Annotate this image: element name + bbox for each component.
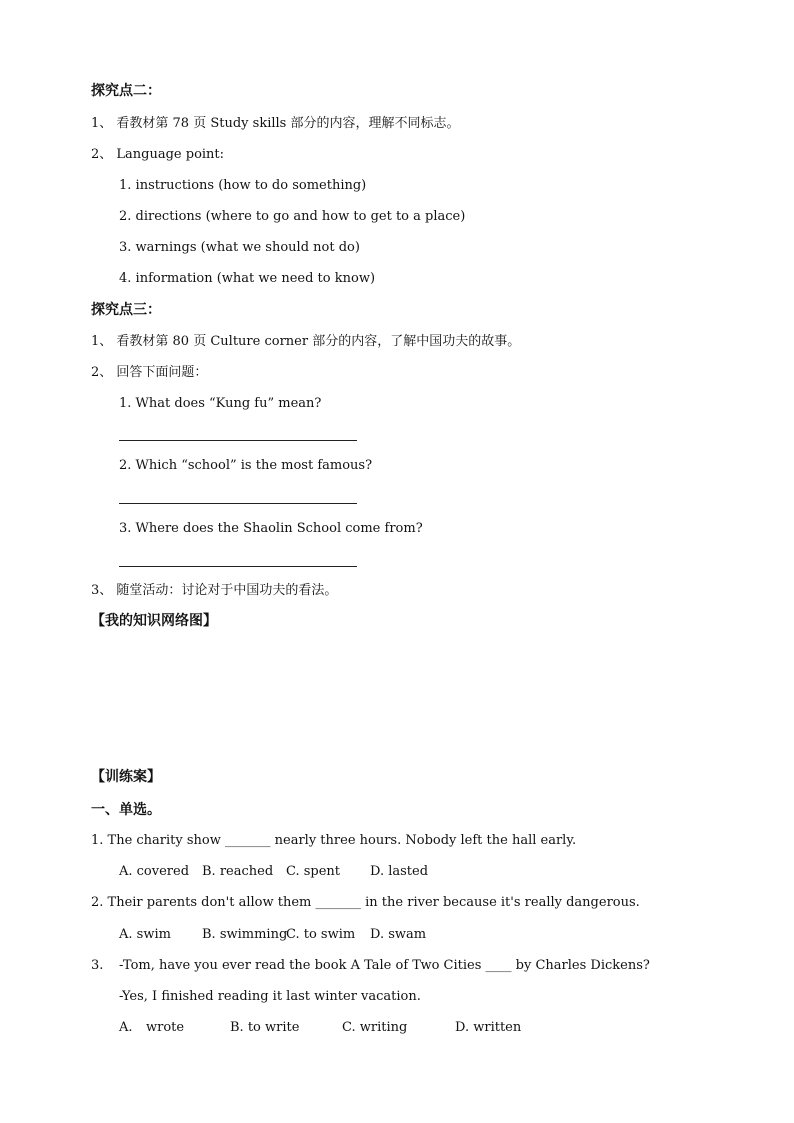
question-3-number: 3. bbox=[91, 958, 104, 973]
q3-option-a-text[interactable]: wrote bbox=[146, 1020, 185, 1035]
question-3-stem: -Tom, have you ever read the book A Tale of Two Cities ____ by Charles Dickens? bbox=[119, 958, 650, 973]
section-title-exploration-3: 探究点三： bbox=[91, 302, 161, 318]
knowledge-network-area[interactable] bbox=[91, 640, 691, 760]
q2-option-b[interactable]: B. swimming bbox=[202, 927, 288, 942]
single-choice-heading: 一、单选。 bbox=[91, 802, 161, 818]
q2-option-a[interactable]: A. swim bbox=[119, 927, 171, 942]
q1-option-a[interactable]: A. covered bbox=[119, 864, 190, 879]
q3-option-c[interactable]: C. writing bbox=[342, 1020, 408, 1035]
question-1-stem: 1. The charity show _______ nearly three hours. Nobody left the hall early. bbox=[91, 833, 577, 848]
question-2: 2. Which “school” is the most famous? bbox=[119, 458, 373, 473]
q3-option-b[interactable]: B. to write bbox=[230, 1020, 300, 1035]
question-2-stem: 2. Their parents don't allow them _______ in the river because it's really dangerous. bbox=[91, 895, 640, 910]
knowledge-network-title: 【我的知识网络图】 bbox=[91, 613, 217, 629]
language-point-2: 2. directions (where to go and how to get to a place) bbox=[119, 209, 466, 224]
q1-option-d[interactable]: D. lasted bbox=[370, 864, 429, 879]
answer-line-1[interactable] bbox=[119, 440, 357, 441]
answer-line-3[interactable] bbox=[119, 566, 357, 567]
section-title-exploration-2: 探究点二： bbox=[91, 83, 161, 99]
instruction-item-1: 1、 看教材第 78 页 Study skills 部分的内容，理解不同标志。 bbox=[91, 116, 460, 131]
question-3-reply: -Yes, I finished reading it last winter vacation. bbox=[119, 989, 421, 1004]
language-point-3: 3. warnings (what we should not do) bbox=[119, 240, 360, 255]
answer-line-2[interactable] bbox=[119, 503, 357, 504]
classroom-activity: 3、 随堂活动：讨论对于中国功夫的看法。 bbox=[91, 583, 338, 598]
q1-option-c[interactable]: C. spent bbox=[286, 864, 341, 879]
question-1: 1. What does “Kung fu” mean? bbox=[119, 396, 322, 411]
instruction-item-3-1: 1、 看教材第 80 页 Culture corner 部分的内容，了解中国功夫的故事。 bbox=[91, 334, 521, 349]
q1-option-b[interactable]: B. reached bbox=[202, 864, 274, 879]
training-title: 【训练案】 bbox=[91, 769, 161, 785]
q3-option-d[interactable]: D. written bbox=[455, 1020, 522, 1035]
q2-option-c[interactable]: C. to swim bbox=[286, 927, 356, 942]
question-3: 3. Where does the Shaolin School come from? bbox=[119, 521, 423, 536]
language-point-1: 1. instructions (how to do something) bbox=[119, 178, 367, 193]
instruction-item-3-2: 2、 回答下面问题： bbox=[91, 365, 208, 380]
instruction-item-2: 2、 Language point: bbox=[91, 147, 225, 162]
q2-option-d[interactable]: D. swam bbox=[370, 927, 427, 942]
language-point-4: 4. information (what we need to know) bbox=[119, 271, 376, 286]
q3-option-a-letter[interactable]: A. bbox=[119, 1020, 133, 1035]
